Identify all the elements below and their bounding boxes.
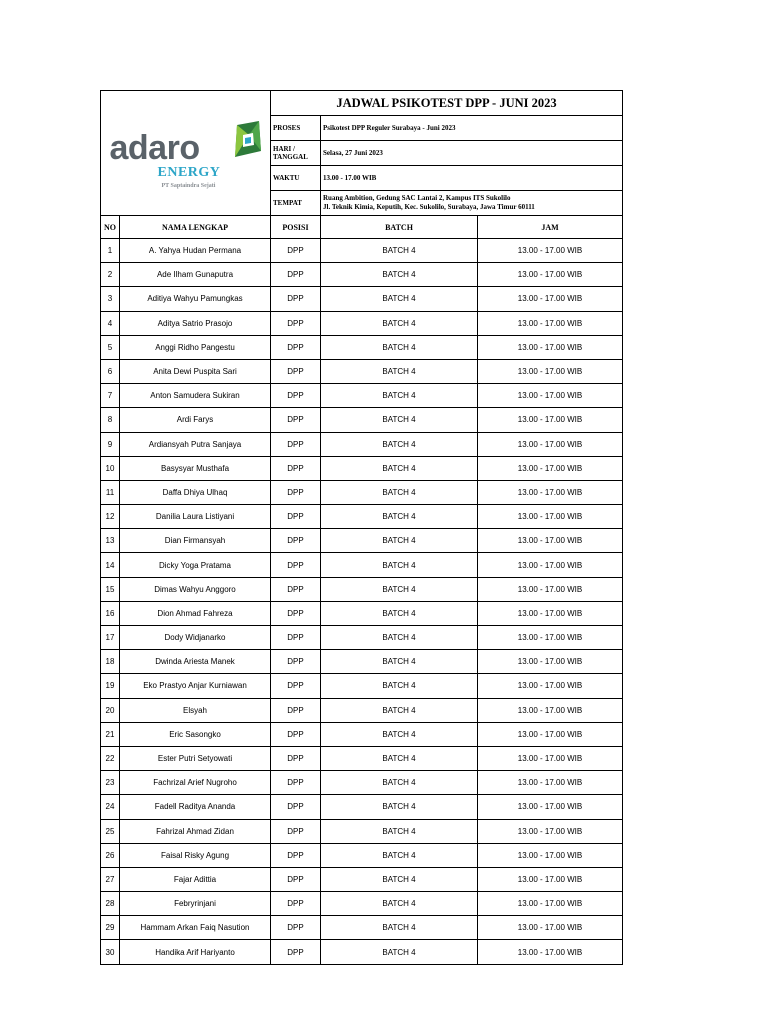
table-row — [101, 771, 623, 795]
participant-rows — [101, 239, 623, 965]
participant-batch: BATCH 4 — [321, 867, 478, 891]
participant-jam: 13.00 - 17.00 WIB — [478, 335, 623, 359]
participant-posisi: DPP — [271, 626, 321, 650]
column-header-no: NO — [101, 216, 120, 239]
info-label-proses: PROSES — [271, 116, 321, 141]
info-label-waktu: WAKTU — [271, 166, 321, 191]
row-number: 26 — [101, 843, 120, 867]
participant-batch: BATCH 4 — [321, 746, 478, 770]
participant-posisi: DPP — [271, 698, 321, 722]
info-value-waktu: 13.00 - 17.00 WIB — [321, 166, 623, 191]
table-row — [101, 819, 623, 843]
participant-batch: BATCH 4 — [321, 892, 478, 916]
row-number: 28 — [101, 892, 120, 916]
table-row — [101, 432, 623, 456]
participant-posisi: DPP — [271, 940, 321, 964]
participant-posisi: DPP — [271, 335, 321, 359]
row-number: 8 — [101, 408, 120, 432]
participant-posisi: DPP — [271, 771, 321, 795]
participant-batch: BATCH 4 — [321, 359, 478, 383]
table-row — [101, 698, 623, 722]
row-number: 11 — [101, 480, 120, 504]
participant-name: Ardiansyah Putra Sanjaya — [120, 432, 271, 456]
company-logo — [101, 91, 271, 216]
table-row — [101, 505, 623, 529]
participant-batch: BATCH 4 — [321, 916, 478, 940]
row-number: 16 — [101, 601, 120, 625]
info-value-hari-tanggal: Selasa, 27 Juni 2023 — [321, 141, 623, 166]
participant-name: Handika Arif Hariyanto — [120, 940, 271, 964]
participant-jam: 13.00 - 17.00 WIB — [478, 771, 623, 795]
participant-name: Dian Firmansyah — [120, 529, 271, 553]
participant-posisi: DPP — [271, 601, 321, 625]
participant-posisi: DPP — [271, 384, 321, 408]
participant-batch: BATCH 4 — [321, 480, 478, 504]
info-label-tempat: TEMPAT — [271, 191, 321, 216]
participant-name: Anggi Ridho Pangestu — [120, 335, 271, 359]
table-row — [101, 940, 623, 964]
participant-name: Aditiya Wahyu Pamungkas — [120, 287, 271, 311]
participant-jam: 13.00 - 17.00 WIB — [478, 505, 623, 529]
participant-name: Ade Ilham Gunaputra — [120, 263, 271, 287]
row-number: 4 — [101, 311, 120, 335]
schedule-sheet — [100, 90, 622, 965]
participant-name: Dion Ahmad Fahreza — [120, 601, 271, 625]
table-row — [101, 529, 623, 553]
row-number: 21 — [101, 722, 120, 746]
participant-batch: BATCH 4 — [321, 940, 478, 964]
participant-name: Eko Prastyo Anjar Kurniawan — [120, 674, 271, 698]
participant-posisi: DPP — [271, 287, 321, 311]
participant-jam: 13.00 - 17.00 WIB — [478, 722, 623, 746]
participant-posisi: DPP — [271, 553, 321, 577]
row-number: 14 — [101, 553, 120, 577]
participant-name: Dwinda Ariesta Manek — [120, 650, 271, 674]
logo-energy-text: ENERGY — [157, 165, 221, 180]
table-row — [101, 480, 623, 504]
participant-batch: BATCH 4 — [321, 287, 478, 311]
info-value-proses: Psikotest DPP Reguler Surabaya - Juni 2023 — [321, 116, 623, 141]
participant-name: Aditya Satrio Prasojo — [120, 311, 271, 335]
row-number: 5 — [101, 335, 120, 359]
participant-batch: BATCH 4 — [321, 819, 478, 843]
row-number: 2 — [101, 263, 120, 287]
participant-posisi: DPP — [271, 480, 321, 504]
participant-jam: 13.00 - 17.00 WIB — [478, 916, 623, 940]
column-header-batch: BATCH — [321, 216, 478, 239]
participant-jam: 13.00 - 17.00 WIB — [478, 819, 623, 843]
participant-name: Fajar Adittia — [120, 867, 271, 891]
table-row — [101, 408, 623, 432]
participant-batch: BATCH 4 — [321, 843, 478, 867]
table-row — [101, 843, 623, 867]
participant-batch: BATCH 4 — [321, 432, 478, 456]
participant-batch: BATCH 4 — [321, 698, 478, 722]
row-number: 19 — [101, 674, 120, 698]
participant-batch: BATCH 4 — [321, 263, 478, 287]
participant-posisi: DPP — [271, 311, 321, 335]
participant-jam: 13.00 - 17.00 WIB — [478, 432, 623, 456]
table-row — [101, 650, 623, 674]
participant-name: Dody Widjanarko — [120, 626, 271, 650]
table-row — [101, 674, 623, 698]
column-header-jam: JAM — [478, 216, 623, 239]
participant-name: Fahrizal Ahmad Zidan — [120, 819, 271, 843]
table-row — [101, 287, 623, 311]
table-row — [101, 626, 623, 650]
table-row — [101, 746, 623, 770]
participant-jam: 13.00 - 17.00 WIB — [478, 940, 623, 964]
table-row — [101, 867, 623, 891]
participant-posisi: DPP — [271, 505, 321, 529]
participant-batch: BATCH 4 — [321, 456, 478, 480]
row-number: 30 — [101, 940, 120, 964]
row-number: 27 — [101, 867, 120, 891]
table-row — [101, 916, 623, 940]
table-row — [101, 359, 623, 383]
row-number: 7 — [101, 384, 120, 408]
table-row — [101, 722, 623, 746]
participant-posisi: DPP — [271, 408, 321, 432]
table-row — [101, 601, 623, 625]
participant-posisi: DPP — [271, 892, 321, 916]
participant-jam: 13.00 - 17.00 WIB — [478, 263, 623, 287]
participant-jam: 13.00 - 17.00 WIB — [478, 359, 623, 383]
table-row — [101, 892, 623, 916]
participant-jam: 13.00 - 17.00 WIB — [478, 553, 623, 577]
participant-jam: 13.00 - 17.00 WIB — [478, 746, 623, 770]
participant-name: Danilia Laura Listiyani — [120, 505, 271, 529]
participant-batch: BATCH 4 — [321, 505, 478, 529]
adaro-logo-icon — [231, 121, 265, 161]
participant-batch: BATCH 4 — [321, 771, 478, 795]
participant-jam: 13.00 - 17.00 WIB — [478, 408, 623, 432]
participant-name: A. Yahya Hudan Permana — [120, 239, 271, 263]
participant-name: Dimas Wahyu Anggoro — [120, 577, 271, 601]
participant-batch: BATCH 4 — [321, 601, 478, 625]
schedule-table — [100, 90, 623, 965]
participant-posisi: DPP — [271, 239, 321, 263]
tempat-line-2: Jl. Teknik Kimia, Keputih, Kec. Sukolilo, Surabaya, Jawa Timur 60111 — [323, 203, 535, 211]
tempat-line-1: Ruang Ambition, Gedung SAC Lantai 2, Kampus ITS Sukolilo — [323, 194, 511, 202]
participant-jam: 13.00 - 17.00 WIB — [478, 892, 623, 916]
participant-jam: 13.00 - 17.00 WIB — [478, 674, 623, 698]
table-row — [101, 239, 623, 263]
participant-jam: 13.00 - 17.00 WIB — [478, 626, 623, 650]
row-number: 29 — [101, 916, 120, 940]
row-number: 9 — [101, 432, 120, 456]
participant-batch: BATCH 4 — [321, 650, 478, 674]
table-row — [101, 263, 623, 287]
participant-jam: 13.00 - 17.00 WIB — [478, 529, 623, 553]
row-number: 3 — [101, 287, 120, 311]
info-label-hari-tanggal: HARI / TANGGAL — [271, 141, 321, 166]
logo-wordmark: adaro — [109, 129, 200, 167]
participant-jam: 13.00 - 17.00 WIB — [478, 577, 623, 601]
row-number: 13 — [101, 529, 120, 553]
participant-batch: BATCH 4 — [321, 529, 478, 553]
table-row — [101, 577, 623, 601]
participant-batch: BATCH 4 — [321, 626, 478, 650]
participant-posisi: DPP — [271, 650, 321, 674]
header-block — [101, 91, 623, 216]
participant-name: Fachrizal Arief Nugroho — [120, 771, 271, 795]
participant-name: Faisal Risky Agung — [120, 843, 271, 867]
page-title: JADWAL PSIKOTEST DPP - JUNI 2023 — [271, 91, 623, 116]
participant-jam: 13.00 - 17.00 WIB — [478, 867, 623, 891]
participant-name: Ester Putri Setyowati — [120, 746, 271, 770]
row-number: 25 — [101, 819, 120, 843]
table-row — [101, 311, 623, 335]
participant-posisi: DPP — [271, 674, 321, 698]
participant-batch: BATCH 4 — [321, 239, 478, 263]
participant-batch: BATCH 4 — [321, 577, 478, 601]
participant-name: Anton Samudera Sukiran — [120, 384, 271, 408]
participant-posisi: DPP — [271, 456, 321, 480]
participant-batch: BATCH 4 — [321, 553, 478, 577]
row-number: 15 — [101, 577, 120, 601]
row-number: 10 — [101, 456, 120, 480]
participant-posisi: DPP — [271, 359, 321, 383]
participant-batch: BATCH 4 — [321, 722, 478, 746]
row-number: 17 — [101, 626, 120, 650]
info-value-tempat — [321, 191, 623, 216]
participant-name: Ardi Farys — [120, 408, 271, 432]
table-row — [101, 795, 623, 819]
participant-jam: 13.00 - 17.00 WIB — [478, 843, 623, 867]
participant-posisi: DPP — [271, 746, 321, 770]
participant-jam: 13.00 - 17.00 WIB — [478, 795, 623, 819]
participant-posisi: DPP — [271, 432, 321, 456]
column-header-nama: NAMA LENGKAP — [120, 216, 271, 239]
participant-jam: 13.00 - 17.00 WIB — [478, 601, 623, 625]
participant-posisi: DPP — [271, 867, 321, 891]
participant-batch: BATCH 4 — [321, 311, 478, 335]
participant-name: Daffa Dhiya Ulhaq — [120, 480, 271, 504]
participant-jam: 13.00 - 17.00 WIB — [478, 384, 623, 408]
participant-posisi: DPP — [271, 722, 321, 746]
table-row — [101, 553, 623, 577]
row-number: 6 — [101, 359, 120, 383]
participant-name: Febryrinjani — [120, 892, 271, 916]
row-number: 20 — [101, 698, 120, 722]
participant-jam: 13.00 - 17.00 WIB — [478, 650, 623, 674]
participant-posisi: DPP — [271, 843, 321, 867]
participant-posisi: DPP — [271, 795, 321, 819]
participant-batch: BATCH 4 — [321, 674, 478, 698]
participant-name: Dicky Yoga Pratama — [120, 553, 271, 577]
row-number: 1 — [101, 239, 120, 263]
row-number: 23 — [101, 771, 120, 795]
table-row — [101, 384, 623, 408]
participant-name: Anita Dewi Puspita Sari — [120, 359, 271, 383]
participant-jam: 13.00 - 17.00 WIB — [478, 698, 623, 722]
participant-posisi: DPP — [271, 577, 321, 601]
logo-subtitle: PT Saptaindra Sejati — [161, 183, 216, 189]
participant-posisi: DPP — [271, 916, 321, 940]
table-row — [101, 335, 623, 359]
participant-posisi: DPP — [271, 819, 321, 843]
participant-batch: BATCH 4 — [321, 408, 478, 432]
participant-jam: 13.00 - 17.00 WIB — [478, 311, 623, 335]
participant-batch: BATCH 4 — [321, 795, 478, 819]
row-number: 12 — [101, 505, 120, 529]
table-row — [101, 456, 623, 480]
column-header-row — [101, 216, 623, 239]
row-number: 18 — [101, 650, 120, 674]
participant-name: Basysyar Musthafa — [120, 456, 271, 480]
participant-batch: BATCH 4 — [321, 384, 478, 408]
participant-posisi: DPP — [271, 263, 321, 287]
participant-name: Eric Sasongko — [120, 722, 271, 746]
row-number: 24 — [101, 795, 120, 819]
row-number: 22 — [101, 746, 120, 770]
participant-jam: 13.00 - 17.00 WIB — [478, 287, 623, 311]
column-header-posisi: POSISI — [271, 216, 321, 239]
participant-name: Fadell Raditya Ananda — [120, 795, 271, 819]
participant-batch: BATCH 4 — [321, 335, 478, 359]
participant-name: Elsyah — [120, 698, 271, 722]
participant-posisi: DPP — [271, 529, 321, 553]
participant-name: Hammam Arkan Faiq Nasution — [120, 916, 271, 940]
participant-jam: 13.00 - 17.00 WIB — [478, 456, 623, 480]
participant-jam: 13.00 - 17.00 WIB — [478, 239, 623, 263]
participant-jam: 13.00 - 17.00 WIB — [478, 480, 623, 504]
